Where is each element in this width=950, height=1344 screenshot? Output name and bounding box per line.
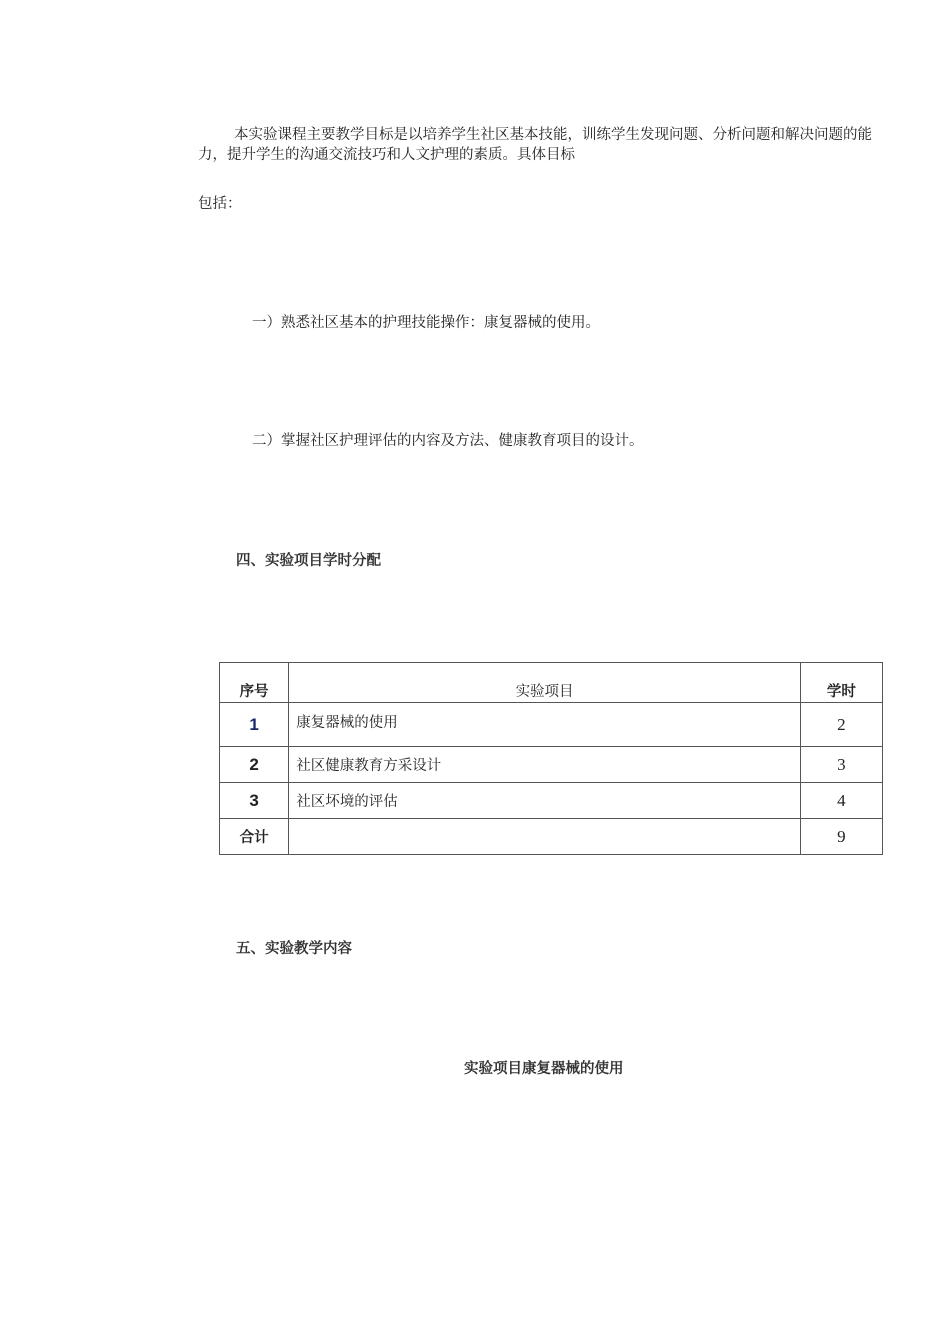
objective-2: 二）掌握社区护理评估的内容及方法、健康教育项目的设计。 [252, 433, 644, 449]
section-5-subtitle: 实验项目康复器械的使用 [464, 1061, 624, 1077]
header-hours: 学时 [800, 663, 882, 703]
header-item: 实验项目 [289, 663, 801, 703]
row-hours: 2 [837, 714, 846, 734]
row-item: 康复器械的使用 [289, 703, 801, 747]
hours-allocation-table [219, 662, 883, 855]
intro-paragraph: 本实验课程主要教学目标是以培养学生社区基本技能，训练学生发现问题、分析问题和解决问题的能力，提升学生的沟通交流技巧和人文护理的素质。具体目标 [198, 127, 872, 163]
section-4-heading: 四、实验项目学时分配 [236, 553, 381, 569]
total-label: 合计 [220, 819, 289, 855]
table-row [220, 703, 883, 747]
row-no: 2 [249, 754, 259, 774]
objective-1: 一）熟悉社区基本的护理技能操作：康复器械的使用。 [252, 315, 600, 331]
row-hours: 4 [837, 790, 846, 810]
total-hours: 9 [837, 826, 846, 846]
section-5-heading: 五、实验教学内容 [236, 941, 352, 957]
table-header-row [220, 663, 883, 703]
header-no: 序号 [220, 663, 289, 703]
table-total-row [220, 819, 883, 855]
row-no: 1 [249, 714, 259, 734]
total-item [289, 819, 801, 855]
table-row [220, 783, 883, 819]
table-row [220, 747, 883, 783]
row-no: 3 [249, 790, 259, 810]
row-item: 社区健康教育方采设计 [289, 747, 801, 783]
intro-continuation: 包括： [198, 196, 242, 212]
row-item: 社区坏境的评估 [289, 783, 801, 819]
row-hours: 3 [837, 754, 846, 774]
